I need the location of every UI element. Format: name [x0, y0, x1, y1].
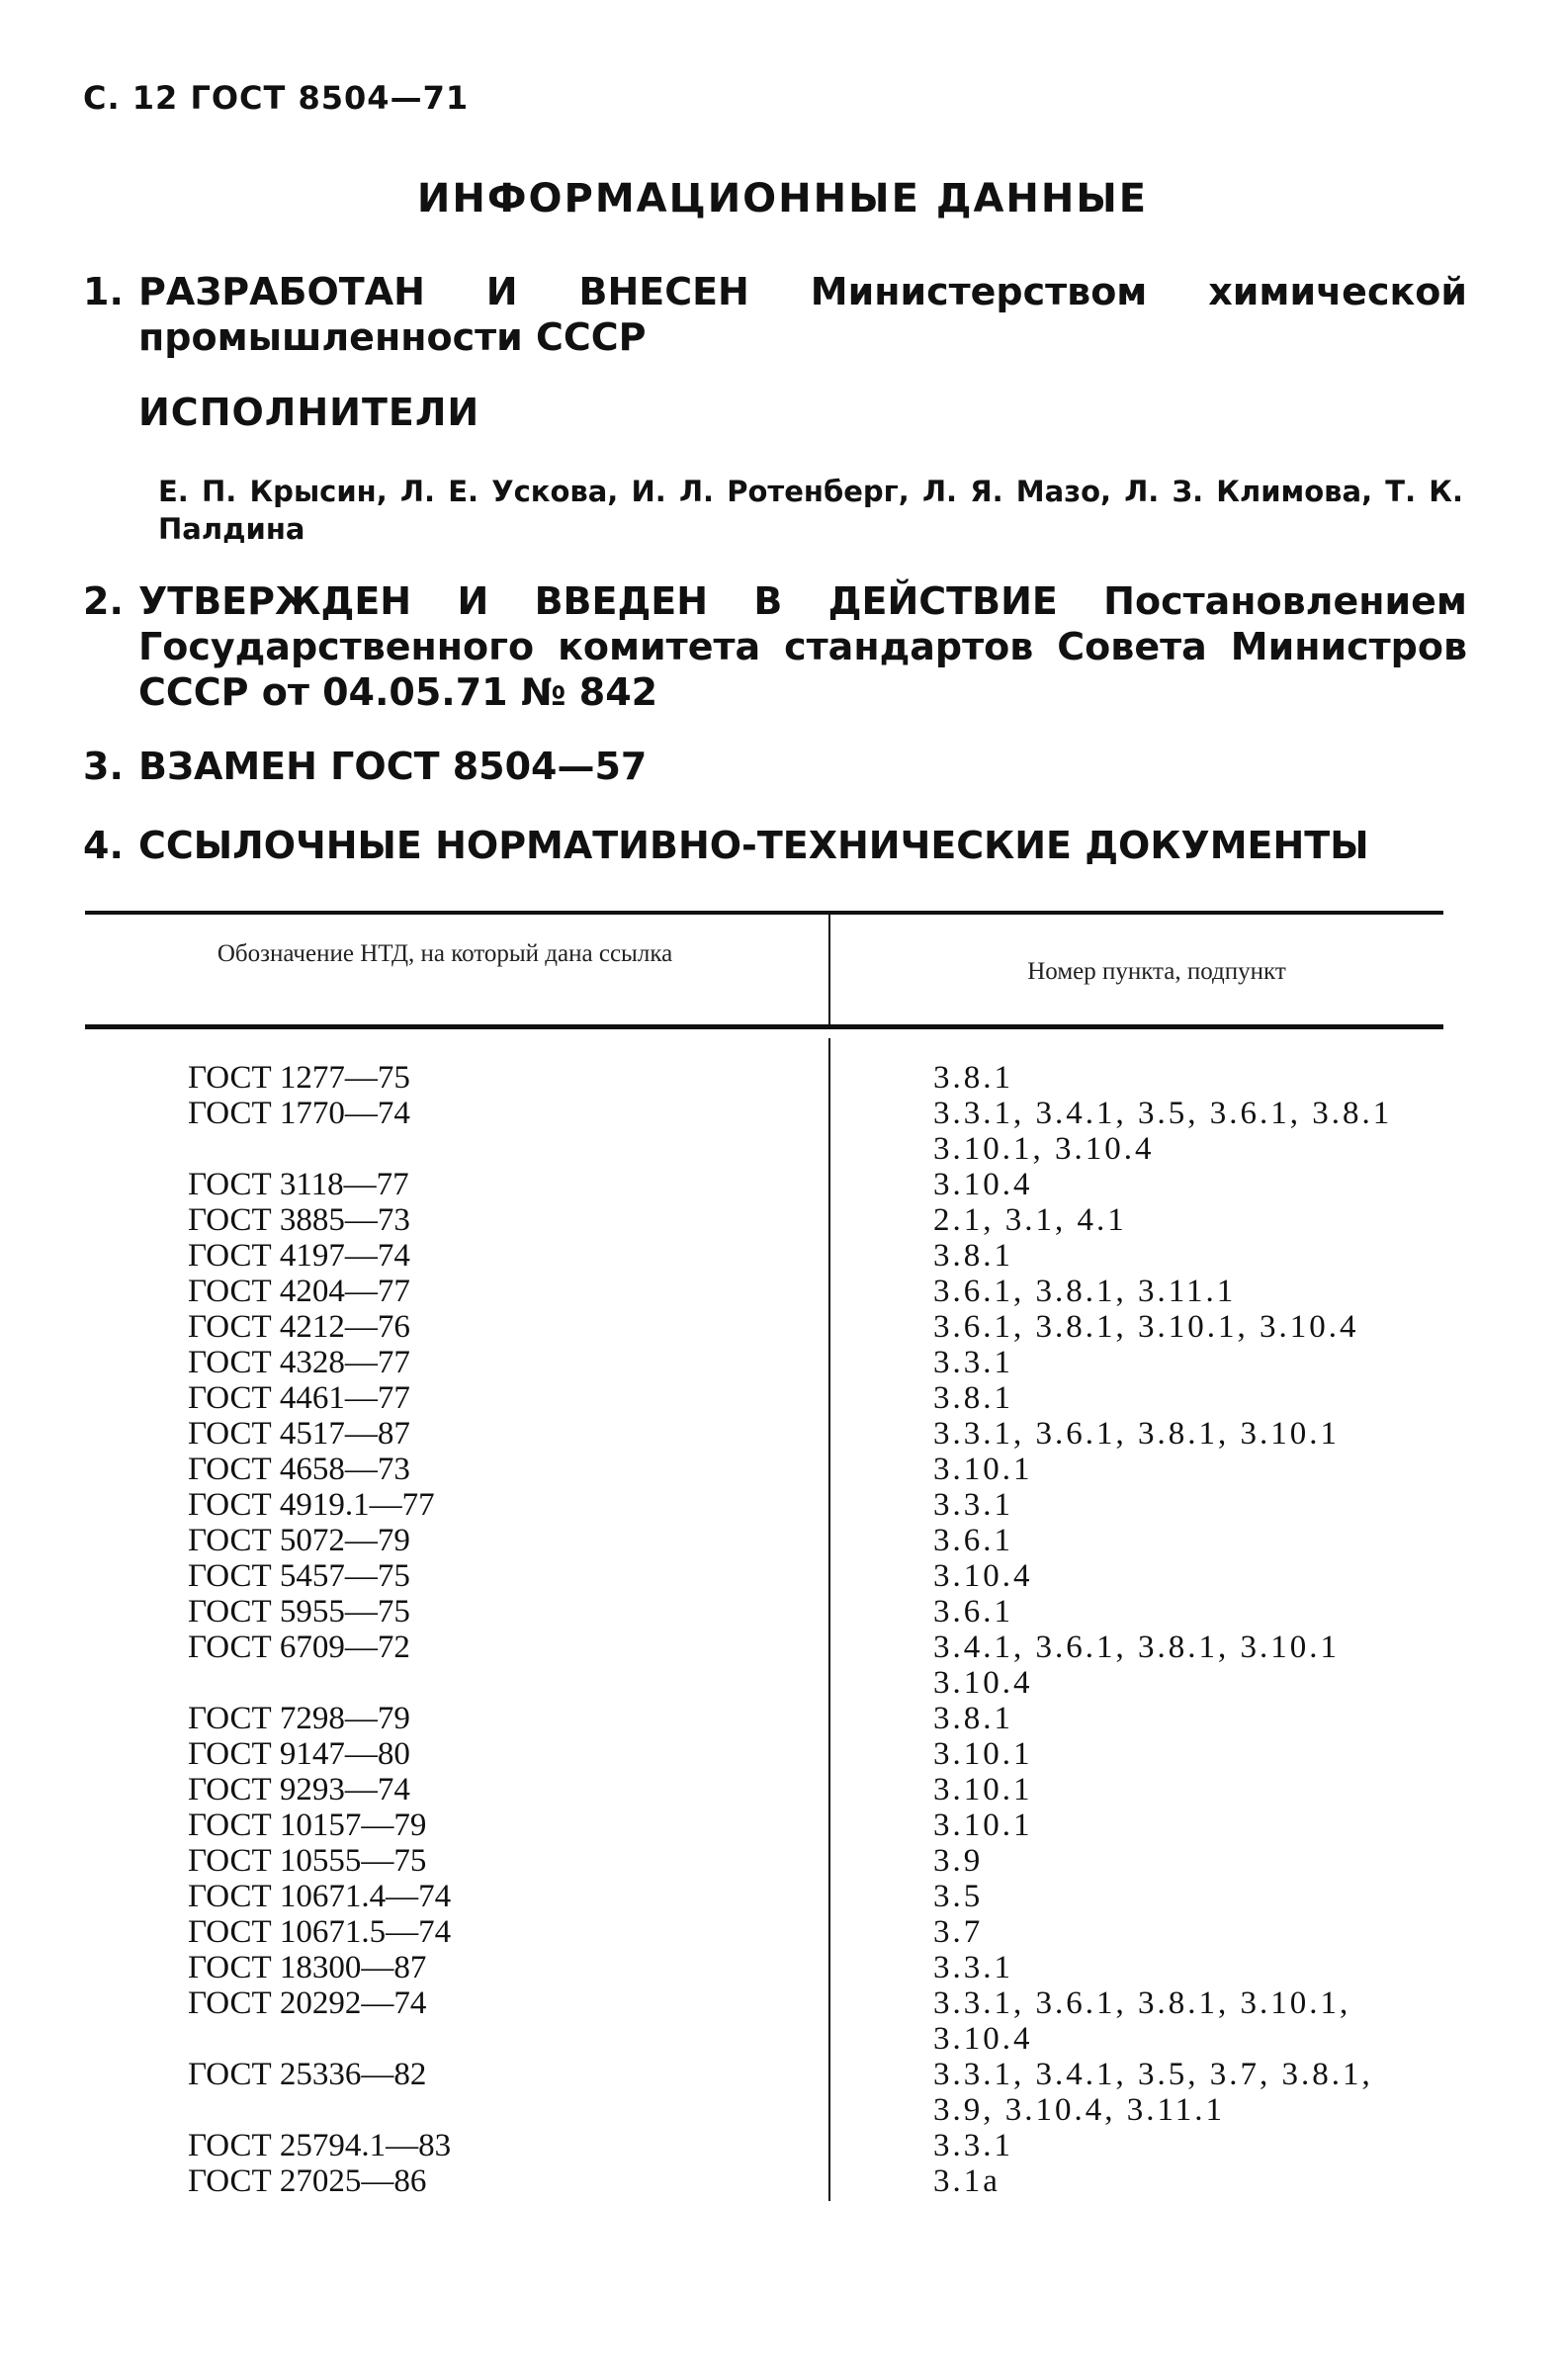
document-designation: ГОСТ 4197—74 [188, 1238, 410, 1274]
section-lead: РАЗРАБОТАН И ВНЕСЕН [138, 270, 749, 313]
document-designation: ГОСТ 10671.4—74 [188, 1879, 452, 1914]
table-row [0, 1523, 1565, 1558]
table-header-rule [85, 1024, 1443, 1029]
table-row [0, 2057, 1565, 2092]
table-row [0, 1736, 1565, 1772]
table-row [0, 1594, 1565, 1630]
document-designation: ГОСТ 4919.1—77 [188, 1487, 435, 1523]
document-designation: ГОСТ 4517—87 [188, 1416, 410, 1452]
clause-reference: 3.10.1 [933, 1807, 1033, 1843]
clause-reference: 3.3.1, 3.4.1, 3.5, 3.7, 3.8.1, [933, 2057, 1373, 2092]
clause-reference: 2.1, 3.1, 4.1 [933, 1202, 1127, 1238]
clause-reference: 3.10.1 [933, 1772, 1033, 1807]
document-designation: ГОСТ 18300—87 [188, 1950, 427, 1985]
clause-reference: 3.3.1 [933, 2128, 1013, 2163]
document-designation: ГОСТ 10555—75 [188, 1843, 427, 1879]
column-header-clause: Номер пункта, подпункт [1027, 958, 1286, 985]
table-row [0, 2163, 1565, 2199]
table-top-rule [85, 911, 1443, 915]
table-row [0, 2092, 1565, 2128]
table-row [0, 1914, 1565, 1950]
document-designation: ГОСТ 4328—77 [188, 1345, 410, 1380]
reference-table [0, 1060, 1565, 2199]
table-header-divider [828, 915, 830, 1024]
section-number: 3. [83, 745, 124, 788]
document-designation: ГОСТ 3118—77 [188, 1167, 409, 1202]
section-body [138, 744, 647, 789]
document-designation: ГОСТ 5457—75 [188, 1558, 410, 1594]
table-row [0, 1665, 1565, 1701]
section-body [138, 269, 1467, 360]
section-body [138, 578, 1467, 715]
table-row [0, 1630, 1565, 1665]
clause-reference: 3.10.1 [933, 1452, 1033, 1487]
section-body [138, 823, 1369, 868]
document-designation: ГОСТ 4658—73 [188, 1452, 410, 1487]
clause-reference: 3.10.4 [933, 1665, 1033, 1701]
document-designation: ГОСТ 1770—74 [188, 1096, 410, 1131]
clause-reference: 3.10.1 [933, 1736, 1033, 1772]
clause-reference: 3.6.1, 3.8.1, 3.11.1 [933, 1274, 1237, 1309]
clause-reference: 3.9 [933, 1843, 984, 1879]
section-number: 1. [83, 270, 124, 313]
clause-reference: 3.7 [933, 1914, 984, 1950]
document-designation: ГОСТ 10671.5—74 [188, 1914, 452, 1950]
clause-reference: 3.4.1, 3.6.1, 3.8.1, 3.10.1 [933, 1630, 1340, 1665]
clause-reference: 3.6.1, 3.8.1, 3.10.1, 3.10.4 [933, 1309, 1359, 1345]
table-row [0, 1558, 1565, 1594]
table-row [0, 1096, 1565, 1131]
table-row [0, 1167, 1565, 1202]
document-designation: ГОСТ 25794.1—83 [188, 2128, 452, 2163]
table-row [0, 1950, 1565, 1985]
table-row [0, 1274, 1565, 1309]
clause-reference: 3.10.4 [933, 1558, 1033, 1594]
clause-reference: 3.10.1, 3.10.4 [933, 1131, 1155, 1167]
table-row [0, 1345, 1565, 1380]
table-row [0, 1879, 1565, 1914]
clause-reference: 3.3.1, 3.6.1, 3.8.1, 3.10.1, [933, 1985, 1351, 2021]
clause-reference: 3.3.1, 3.4.1, 3.5, 3.6.1, 3.8.1 [933, 1096, 1393, 1131]
page-title: ИНФОРМАЦИОННЫЕ ДАННЫЕ [416, 176, 1149, 221]
table-row [0, 1807, 1565, 1843]
table-row [0, 1843, 1565, 1879]
clause-reference: 3.3.1 [933, 1345, 1013, 1380]
document-designation: ГОСТ 20292—74 [188, 1985, 427, 2021]
table-row [0, 1238, 1565, 1274]
document-designation: ГОСТ 4212—76 [188, 1309, 410, 1345]
document-designation: ГОСТ 4204—77 [188, 1274, 410, 1309]
document-designation: ГОСТ 6709—72 [188, 1630, 410, 1665]
clause-reference: 3.10.4 [933, 2021, 1033, 2057]
document-designation: ГОСТ 4461—77 [188, 1380, 410, 1416]
section-lead: ССЫЛОЧНЫЕ НОРМАТИВНО-ТЕХНИЧЕСКИЕ ДОКУМЕНТЫ [138, 824, 1369, 867]
table-row [0, 1202, 1565, 1238]
executors-heading: ИСПОЛНИТЕЛИ [138, 391, 480, 434]
document-designation: ГОСТ 25336—82 [188, 2057, 427, 2092]
document-designation: ГОСТ 10157—79 [188, 1807, 427, 1843]
document-designation: ГОСТ 3885—73 [188, 1202, 410, 1238]
document-designation: ГОСТ 1277—75 [188, 1060, 410, 1096]
table-row [0, 1131, 1565, 1167]
clause-reference: 3.1а [933, 2163, 1000, 2199]
clause-reference: 3.10.4 [933, 1167, 1033, 1202]
section-number: 2. [83, 579, 124, 623]
document-designation: ГОСТ 5072—79 [188, 1523, 410, 1558]
section-lead: УТВЕРЖДЕН И ВВЕДЕН В ДЕЙСТВИЕ [138, 579, 1058, 623]
clause-reference: 3.8.1 [933, 1380, 1013, 1416]
table-row [0, 1701, 1565, 1736]
document-designation: ГОСТ 7298—79 [188, 1701, 410, 1736]
clause-reference: 3.3.1 [933, 1487, 1013, 1523]
table-row [0, 2128, 1565, 2163]
table-row [0, 1452, 1565, 1487]
table-row [0, 1772, 1565, 1807]
document-designation: ГОСТ 9293—74 [188, 1772, 410, 1807]
clause-reference: 3.8.1 [933, 1238, 1013, 1274]
page-header: С. 12 ГОСТ 8504—71 [83, 79, 470, 117]
table-row [0, 1416, 1565, 1452]
section-number: 4. [83, 824, 124, 867]
clause-reference: 3.9, 3.10.4, 3.11.1 [933, 2092, 1226, 2128]
document-designation: ГОСТ 5955—75 [188, 1594, 410, 1630]
clause-reference: 3.3.1 [933, 1950, 1013, 1985]
clause-reference: 3.6.1 [933, 1523, 1013, 1558]
clause-reference: 3.5 [933, 1879, 984, 1914]
clause-reference: 3.3.1, 3.6.1, 3.8.1, 3.10.1 [933, 1416, 1340, 1452]
clause-reference: 3.8.1 [933, 1060, 1013, 1096]
executors-list: Е. П. Крысин, Л. Е. Ускова, И. Л. Ротенберг, Л. Я. Мазо, Л. З. Климова, Т. К. Палдина [158, 475, 1463, 546]
clause-reference: 3.6.1 [933, 1594, 1013, 1630]
column-header-document: Обозначение НТД, на который дана ссылка [217, 940, 673, 967]
table-row [0, 2021, 1565, 2057]
section-text: Постановлением Государственного комитета стандартов Совета Министров СССР от 04.05.71 № 842 [138, 579, 1467, 714]
document-designation: ГОСТ 9147—80 [188, 1736, 410, 1772]
table-row [0, 1985, 1565, 2021]
table-row [0, 1380, 1565, 1416]
table-row [0, 1309, 1565, 1345]
document-designation: ГОСТ 27025—86 [188, 2163, 427, 2199]
table-row [0, 1060, 1565, 1096]
section-text: Министерством химической промышленности СССР [138, 270, 1467, 359]
section-lead: ВЗАМЕН ГОСТ 8504—57 [138, 745, 648, 788]
clause-reference: 3.8.1 [933, 1701, 1013, 1736]
table-row [0, 1487, 1565, 1523]
